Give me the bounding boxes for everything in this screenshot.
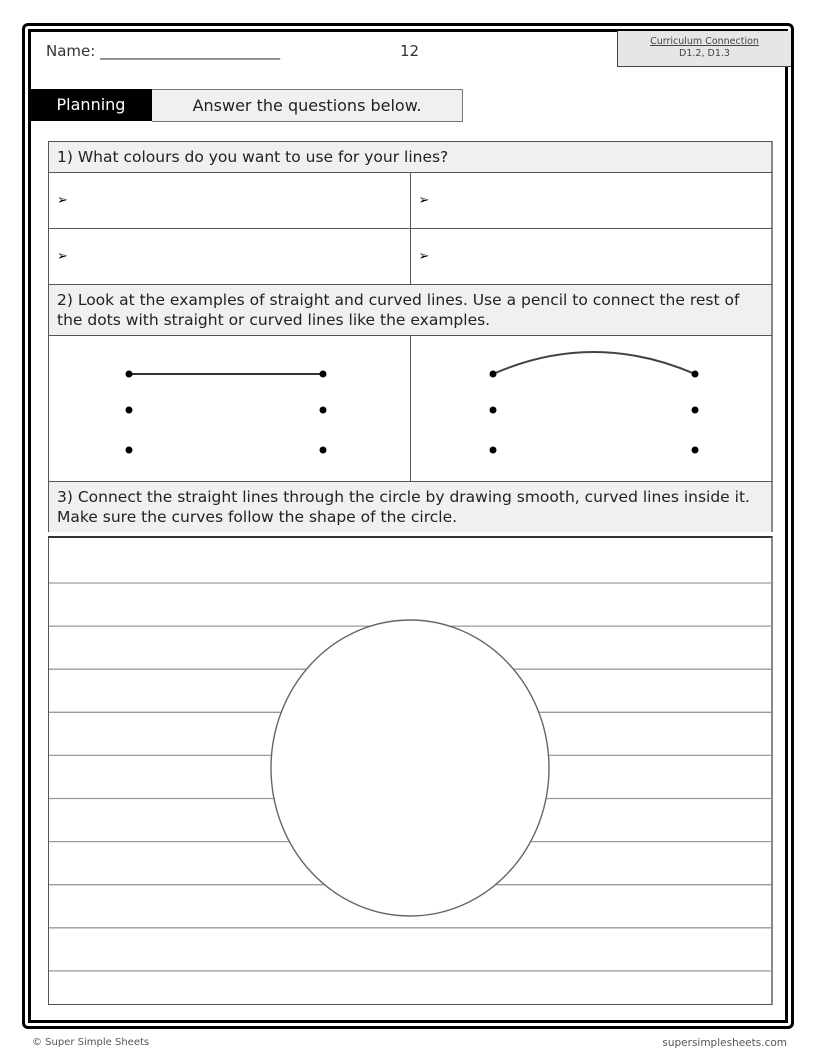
- curriculum-title: Curriculum Connection: [650, 36, 759, 47]
- ruled-lines-with-circle: [49, 538, 771, 1005]
- question-3-heading: 3) Connect the straight lines through the circle by drawing smooth, curved lines inside it. Make sure the curves follow the shape of the circle.: [48, 482, 773, 532]
- arrow-bullet-icon: ➢: [57, 249, 68, 264]
- dot: [126, 407, 133, 414]
- dot-examples-row: [48, 336, 773, 482]
- curved-line-example-drawing: [411, 336, 779, 482]
- curriculum-codes: D1.2, D1.3: [679, 48, 730, 59]
- answer-cell[interactable]: [49, 173, 410, 228]
- answer-row: [48, 229, 773, 285]
- dot: [320, 447, 327, 454]
- dot: [489, 447, 496, 454]
- section-instruction: Answer the questions below.: [152, 89, 463, 122]
- dot: [320, 407, 327, 414]
- name-field[interactable]: Name: ________________________: [46, 42, 281, 60]
- dot: [489, 407, 496, 414]
- dot: [691, 407, 698, 414]
- question-2-heading: 2) Look at the examples of straight and curved lines. Use a pencil to connect the rest of the dots with straight or curved lines like the examples.: [48, 285, 773, 336]
- curved-example-line: [493, 352, 695, 374]
- straight-line-example[interactable]: [49, 336, 410, 481]
- dot: [320, 371, 327, 378]
- answer-cell[interactable]: [410, 173, 772, 228]
- footer-copyright: © Super Simple Sheets: [32, 1037, 150, 1048]
- straight-line-example-drawing: [49, 336, 405, 482]
- dot: [691, 371, 698, 378]
- dot: [489, 371, 496, 378]
- answer-cell[interactable]: [49, 229, 410, 284]
- curriculum-connection-box: [617, 31, 791, 67]
- curved-line-example[interactable]: [410, 336, 772, 481]
- arrow-bullet-icon: ➢: [57, 193, 68, 208]
- answer-cell[interactable]: [410, 229, 772, 284]
- footer-website[interactable]: supersimplesheets.com: [662, 1037, 787, 1049]
- page-number: 12: [400, 42, 420, 60]
- arrow-bullet-icon: ➢: [418, 249, 430, 264]
- circle-outline: [271, 620, 549, 916]
- question-1-heading: 1) What colours do you want to use for your lines?: [48, 141, 773, 173]
- questions-table: [48, 141, 773, 532]
- arrow-bullet-icon: ➢: [418, 193, 430, 208]
- dot: [126, 447, 133, 454]
- circle-drawing-area[interactable]: [48, 536, 773, 1005]
- dot: [126, 371, 133, 378]
- dot: [691, 447, 698, 454]
- section-tag: Planning: [30, 89, 152, 121]
- answer-row: [48, 173, 773, 229]
